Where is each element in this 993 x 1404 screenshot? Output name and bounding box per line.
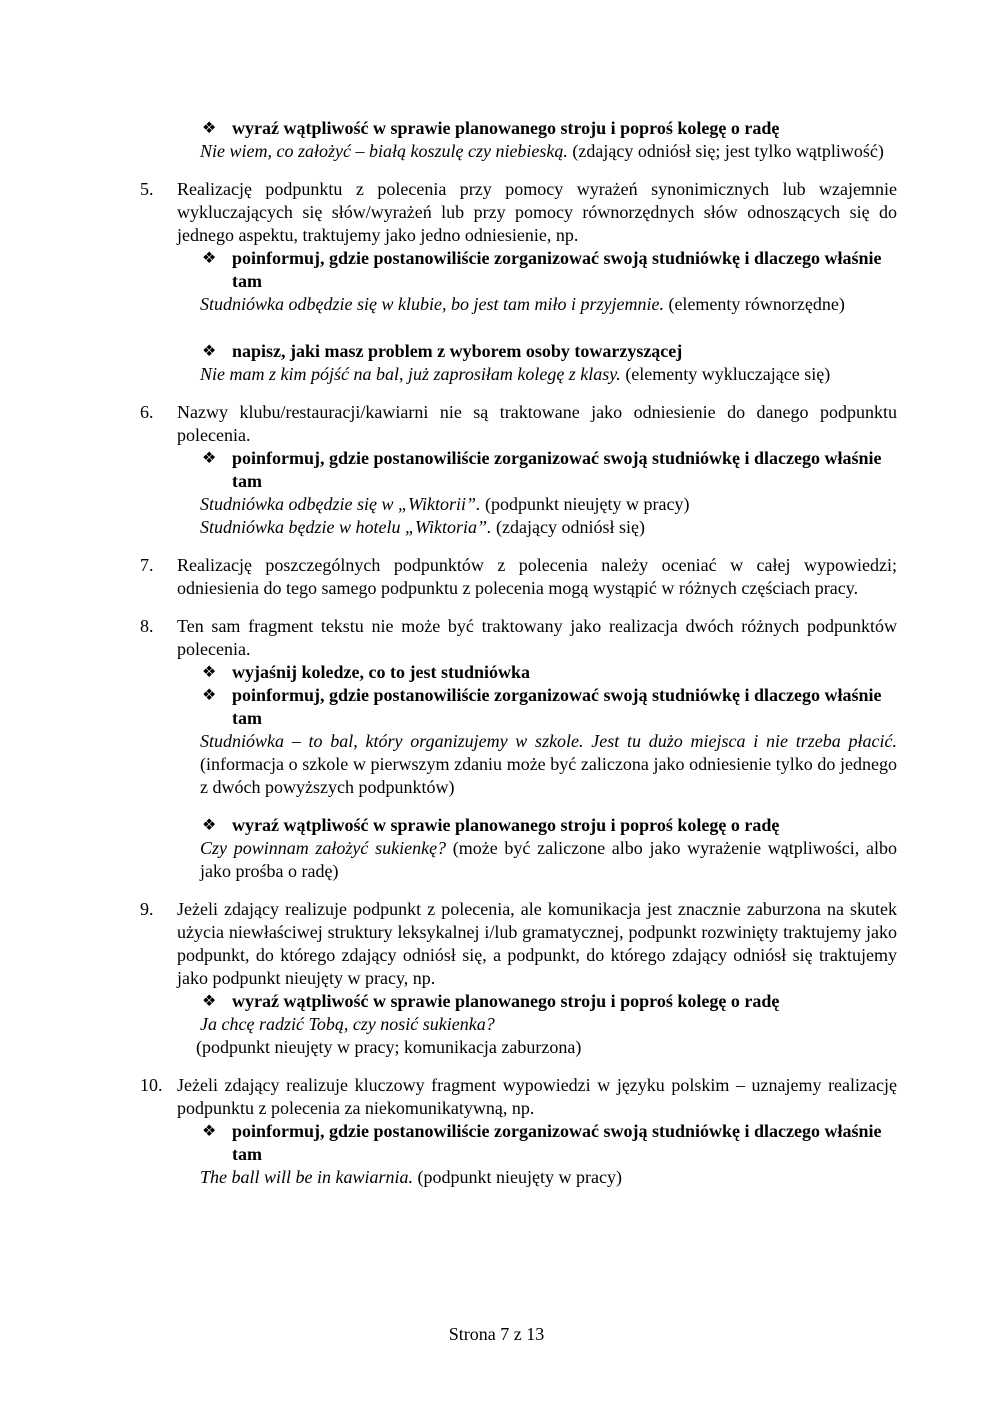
example-note: (podpunkt nieujęty w pracy; komunikacja zaburzona) xyxy=(196,1037,582,1057)
page-content xyxy=(0,117,993,1189)
example-line: The ball will be in kawiarnia. (podpunkt nieujęty w pracy) xyxy=(200,1167,622,1187)
list-item-8 xyxy=(0,615,993,661)
top-section xyxy=(0,117,993,163)
bullet-point: ❖ poinformuj, gdzie postanowiliście zorganizować swoją studniówkę i dlaczego właśnie tam xyxy=(202,448,882,491)
example-line: Nie wiem, co założyć – białą koszulę czy niebieską. (zdający odniósł się; jest tylko wątpliwość) xyxy=(200,141,884,161)
item-text: Jeżeli zdający realizuje kluczowy fragment wypowiedzi w języku polskim – uznajemy realizację podpunktu z polecenia za niekomunikatywną, np. xyxy=(177,1075,897,1118)
example-line: Studniówka odbędzie się w „Wiktorii”. (podpunkt nieujęty w pracy) xyxy=(200,494,690,514)
item-text: Jeżeli zdający realizuje podpunkt z polecenia, ale komunikacja jest znacznie zaburzona na skutek użycia niewłaściwej struktury leksykalnej i/lub gramatycznej, podpunkt rozwinięty traktujemy jako podpunkt, do którego zdający odniósł się, a podpunkt, do którego zdający odniósł się traktujemy jako podpunkt nieujęty w pracy, np. xyxy=(177,899,897,988)
item-number: 10. xyxy=(140,1075,163,1095)
diamond-bullet-icon: ❖ xyxy=(202,343,217,360)
item-text: Ten sam fragment tekstu nie może być traktowany jako realizacja dwóch różnych podpunktów polecenia. xyxy=(177,616,897,659)
bullet-point: ❖ poinformuj, gdzie postanowiliście zorganizować swoją studniówkę i dlaczego właśnie tam xyxy=(202,248,882,291)
example-line: Studniówka – to bal, który organizujemy w szkole. Jest tu dużo miejsca i nie trzeba płacić. (informacja o szkole w pierwszym zdaniu może być zaliczona jako odniesienie tylko do jednego z dwóch powyższych podpunktów) xyxy=(200,731,897,797)
diamond-bullet-icon: ❖ xyxy=(202,817,217,834)
bullet-point: ❖ wyjaśnij koledze, co to jest studniówka xyxy=(202,662,531,682)
example-line: Studniówka odbędzie się w klubie, bo jest tam miło i przyjemnie. (elementy równorzędne) xyxy=(200,294,845,314)
bullet-point: ❖ wyraź wątpliwość w sprawie planowanego stroju i poproś kolegę o radę xyxy=(202,991,780,1011)
diamond-bullet-icon: ❖ xyxy=(202,450,217,467)
item-9-examples xyxy=(0,990,993,1059)
diamond-bullet-icon: ❖ xyxy=(202,687,217,704)
bullet-point: ❖ wyraź wątpliwość w sprawie planowanego stroju i poproś kolegę o radę xyxy=(202,118,780,138)
diamond-bullet-icon: ❖ xyxy=(202,250,217,267)
page-number: Strona 7 z 13 xyxy=(448,1324,545,1344)
list-item-9 xyxy=(0,898,993,990)
item-5-examples xyxy=(0,247,993,386)
bullet-point: ❖ poinformuj, gdzie postanowiliście zorganizować swoją studniówkę i dlaczego właśnie tam xyxy=(202,685,882,728)
diamond-bullet-icon: ❖ xyxy=(202,664,217,681)
diamond-bullet-icon: ❖ xyxy=(202,1123,217,1140)
item-number: 5. xyxy=(140,179,154,199)
diamond-bullet-icon: ❖ xyxy=(202,993,217,1010)
item-10-examples xyxy=(0,1120,993,1189)
example-line: Nie mam z kim pójść na bal, już zaprosiłam kolegę z klasy. (elementy wykluczające się) xyxy=(200,364,831,384)
item-number: 9. xyxy=(140,899,154,919)
item-text: Nazwy klubu/restauracji/kawiarni nie są traktowane jako odniesienie do danego podpunktu polecenia. xyxy=(177,402,897,445)
diamond-bullet-icon: ❖ xyxy=(202,120,217,137)
list-item-5 xyxy=(0,178,993,247)
bullet-point: ❖ napisz, jaki masz problem z wyborem osoby towarzyszącej xyxy=(202,341,683,361)
item-6-examples xyxy=(0,447,993,539)
example-line: Czy powinnam założyć sukienkę? (może być zaliczone albo jako wyrażenie wątpliwości, albo jako prośba o radę) xyxy=(200,838,897,881)
bullet-point: ❖ poinformuj, gdzie postanowiliście zorganizować swoją studniówkę i dlaczego właśnie tam xyxy=(202,1121,882,1164)
list-item-6 xyxy=(0,401,993,447)
item-number: 7. xyxy=(140,555,154,575)
list-item-7 xyxy=(0,554,993,600)
list-item-10 xyxy=(0,1074,993,1120)
item-text: Realizację poszczególnych podpunktów z polecenia należy oceniać w całej wypowiedzi; odniesienia do tego samego podpunktu z polecenia mogą wystąpić w różnych częściach pracy. xyxy=(177,555,897,598)
item-text: Realizację podpunktu z polecenia przy pomocy wyrażeń synonimicznych lub wzajemnie wykluczających się słów/wyrażeń lub przy pomocy równorzędnych słów odnoszących się do jednego aspektu, traktujemy jako jedno odniesienie, np. xyxy=(177,179,897,245)
item-8-examples xyxy=(0,661,993,883)
item-number: 8. xyxy=(140,616,154,636)
bullet-point: ❖ wyraź wątpliwość w sprawie planowanego stroju i poproś kolegę o radę xyxy=(202,815,780,835)
example-line: Ja chcę radzić Tobą, czy nosić sukienka? xyxy=(200,1014,495,1034)
example-line: Studniówka będzie w hotelu „Wiktoria”. (zdający odniósł się) xyxy=(200,517,645,537)
item-number: 6. xyxy=(140,402,154,422)
